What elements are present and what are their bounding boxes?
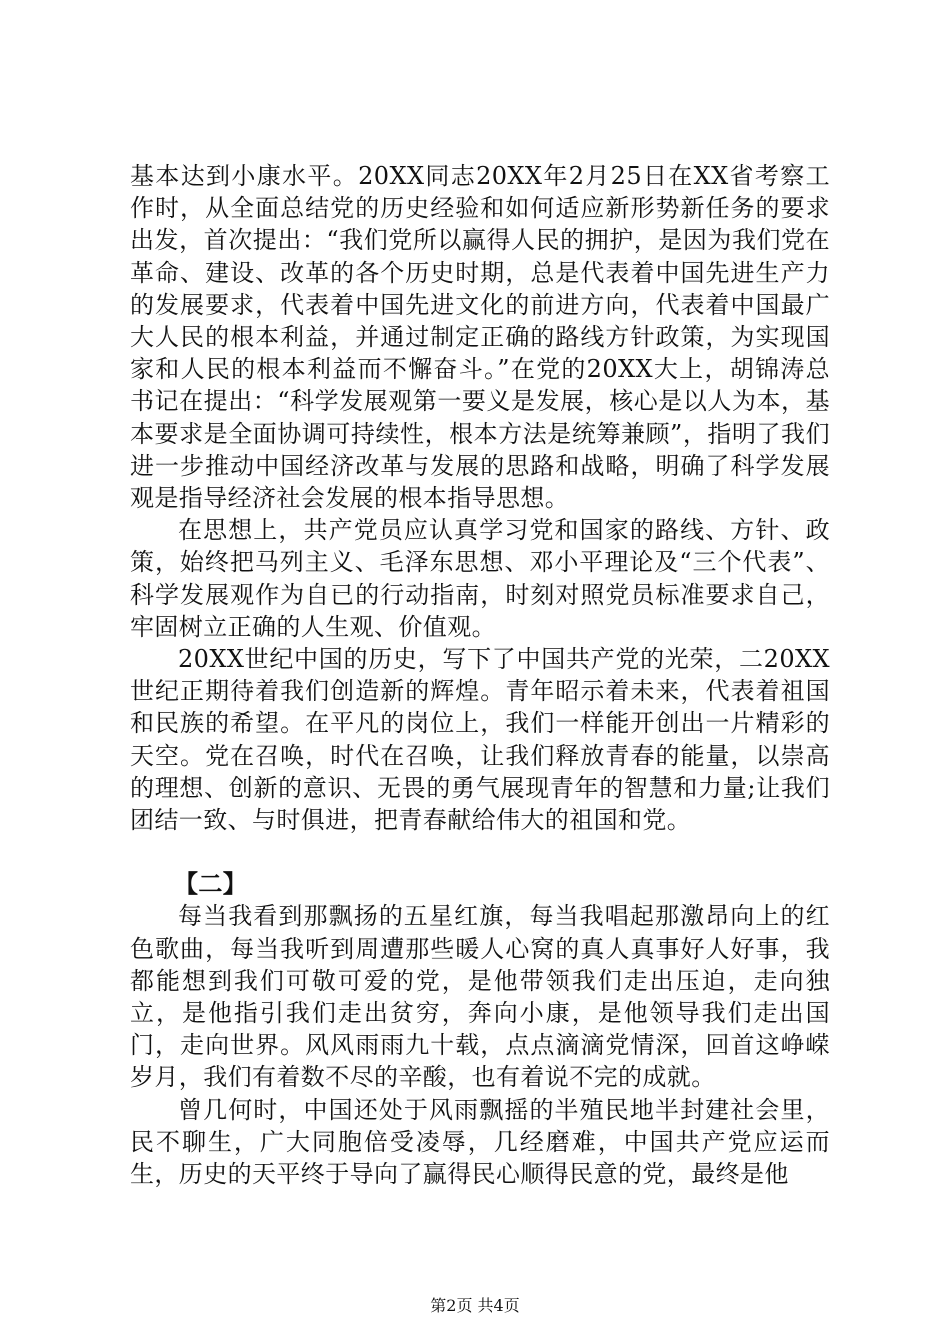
page-number-label: 第2页 共4页 [430, 1296, 520, 1315]
paragraph-continuation: 基本达到小康水平。20XX同志20XX年2月25日在XX省考察工作时，从全面总结党的历史经验和如何适应新形势新任务的要求出发，首次提出：“我们党所以赢得人民的拥护，是因为我们党在革命、建设、改革的各个历史时期，总是代表着中国先进生产力的发展要求，代表着中国先进文化的前进方向，代表着中国最广大人民的根本利益，并通过制定正确的路线方针政策，为实现国家和人民的根本利益而不懈奋斗。”在党的20XX大上，胡锦涛总书记在提出：“科学发展观第一要义是发展，核心是以人为本，基本要求是全面协调可持续性，根本方法是统筹兼顾”，指明了我们进一步推动中国经济改革与发展的思路和战略，明确了科学发展观是指导经济社会发展的根本指导思想。 [130, 162, 830, 513]
paragraph-history: 曾几何时，中国还处于风雨飘摇的半殖民地半封建社会里，民不聊生，广大同胞倍受凌辱，几经磨难，中国共产党应运而生，历史的天平终于导向了赢得民心顺得民意的党，最终是他 [130, 1095, 830, 1189]
paragraph-youth: 20XX世纪中国的历史，写下了中国共产党的光荣，二20XX世纪正期待着我们创造新的辉煌。青年昭示着未来，代表着祖国和民族的希望。在平凡的岗位上，我们一样能开创出一片精彩的天空。党在召唤，时代在召唤，让我们释放青春的能量，以崇高的理想、创新的意识、无畏的勇气展现青年的智慧和力量;让我们团结一致、与时俱进，把青春献给伟大的祖国和党。 [130, 645, 830, 835]
paragraph-ideology: 在思想上，共产党员应认真学习党和国家的路线、方针、政策，始终把马列主义、毛泽东思想、邓小平理论及“三个代表”、科学发展观作为自已的行动指南，时刻对照党员标准要求自己，牢固树立正确的人生观、价值观。 [130, 516, 830, 641]
page-footer [0, 1296, 950, 1316]
paragraph-party-memories: 每当我看到那飘扬的五星红旗，每当我唱起那激昂向上的红色歌曲，每当我听到周遭那些暖人心窝的真人真事好人好事，我都能想到我们可敬可爱的党，是他带领我们走出压迫，走向独立，是他指引我们走出贫穷，奔向小康，是他领导我们走出国门，走向世界。风风雨雨九十载，点点滴滴党情深，回首这峥嵘岁月，我们有着数不尽的辛酸，也有着说不完的成就。 [130, 902, 830, 1092]
document-body [130, 160, 830, 1190]
section-heading: 【二】 [174, 869, 248, 899]
section-spacer [130, 836, 830, 868]
